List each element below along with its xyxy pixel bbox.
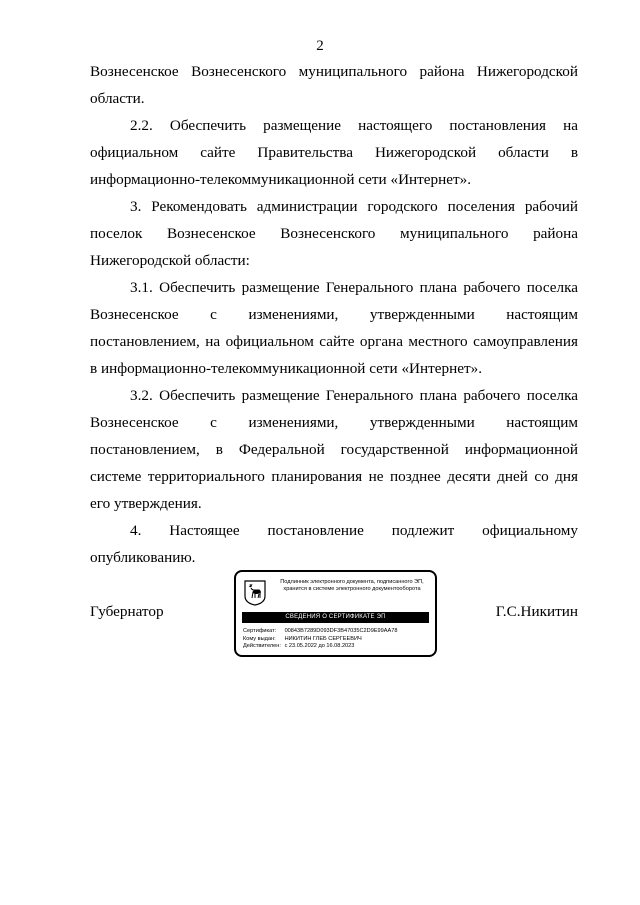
certificate-label: Сертификат: [243,628,277,634]
issued-to-row [243,636,431,644]
stamp-note: Подлинник электронного документа, подписанного ЭП, хранится в системе электронного документооборота [280,579,424,592]
certificate-details [243,628,431,651]
valid-value: с 23.05.2022 до 16.08.2023 [284,643,355,649]
signatory-name: Г.С.Никитин [495,603,578,620]
signatory-title: Губернатор [90,603,164,620]
certificate-row [243,628,431,636]
paragraph-3-2: 3.2. Обеспечить размещение Генерального плана рабочего поселка Вознесенское с изменениями, утвержденными настоящим постановлением, в Федеральной государственной информационной системе территориального планирования не позднее десяти дней со дня его утверждения. [90,387,578,512]
valid-row [243,643,431,651]
electronic-signature-stamp [234,570,437,657]
paragraph-2-2: 2.2. Обеспечить размещение настоящего постановления на официальном сайте Правительства Нижегородской области в информационно-телекоммуникационной сети «Интернет». [90,117,578,188]
valid-label: Действителен: [243,643,281,649]
coat-of-arms-deer-icon [244,580,266,606]
document-body [90,58,578,571]
issued-to-label: Кому выдан: [243,635,276,642]
paragraph-3-1: 3.1. Обеспечить размещение Генерального плана рабочего поселка Вознесенское с изменениями, утвержденными настоящим постановлением, на официальном сайте органа местного самоуправления в информационно-телекоммуникационной сети «Интернет». [90,279,578,377]
paragraph-4: 4. Настоящее постановление подлежит официальному опубликованию. [90,522,578,566]
paragraph-continuation: Вознесенское Вознесенского муниципального района Нижегородской области. [90,63,578,107]
stamp-banner: СВЕДЕНИЯ О СЕРТИФИКАТЕ ЭП [242,612,429,623]
certificate-value: 00843B7289D093DF3B47035C2D9E99AA78 [284,628,398,634]
page-number: 2 [316,38,324,54]
paragraph-3: 3. Рекомендовать администрации городского поселения рабочий поселок Вознесенское Вознесенского муниципального района Нижегородской области: [90,198,578,269]
issued-to-value: НИКИТИН ГЛЕБ СЕРГЕЕВИЧ [284,635,362,642]
